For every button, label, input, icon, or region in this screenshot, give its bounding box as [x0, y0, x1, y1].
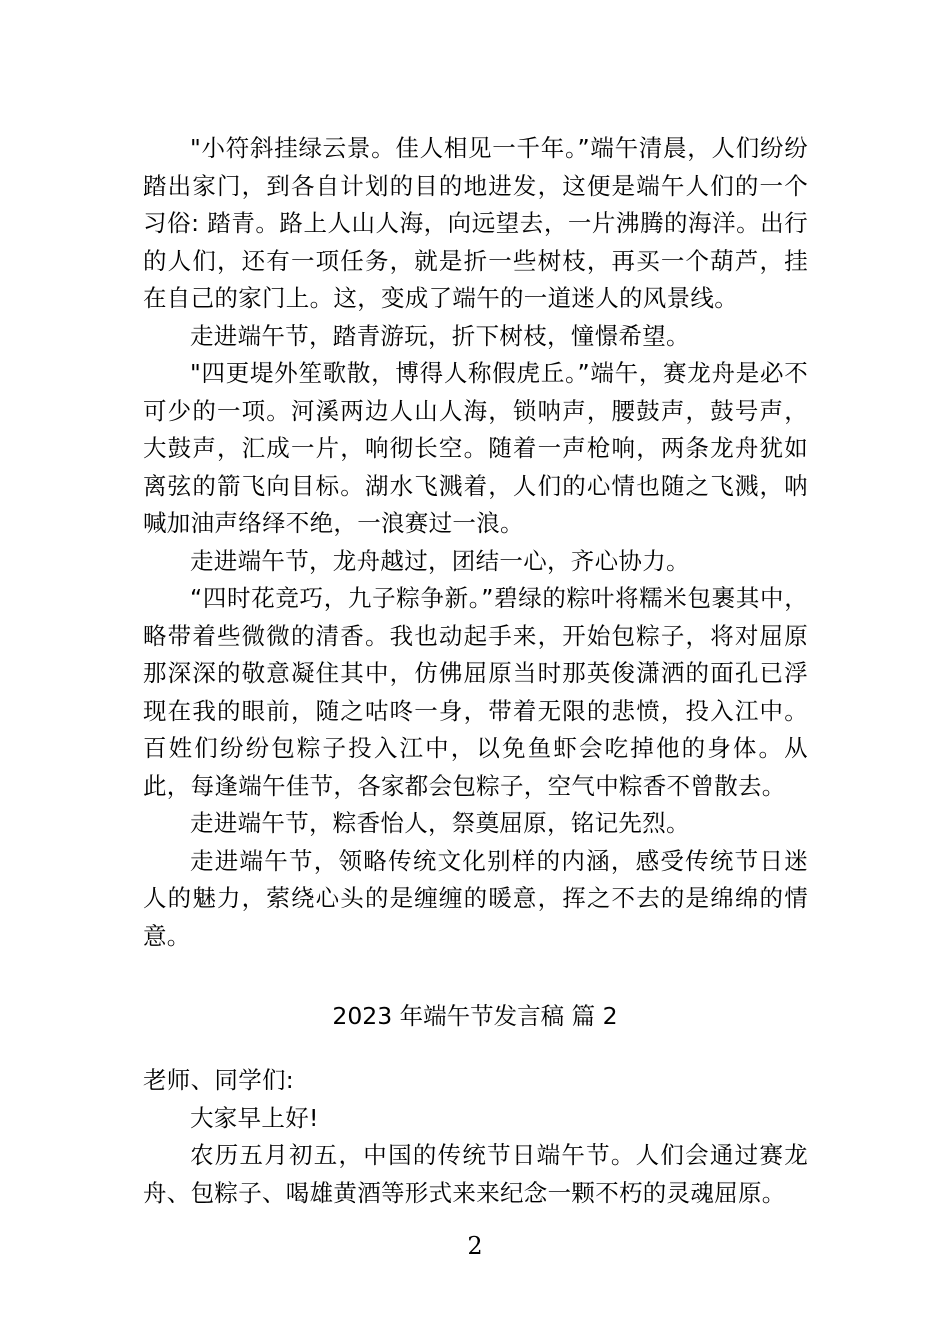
paragraph-conclusion: 走进端午节，领略传统文化别样的内涵，感受传统节日迷人的魅力，萦绕心头的是缠缠的暖意，挥之不去的是绵绵的情意。: [143, 846, 808, 950]
paragraph-zongzi: “四时花竞巧，九子粽争新。”碧绿的粽叶将糯米包裹其中，略带着些微微的清香。我也动起手来，开始包粽子，将对屈原那深深的敬意凝住其中，仿佛屈原当时那英俊潇洒的面孔已浮现在我的眼前，随之咕咚一身，带着无限的悲愤，投入江中。百姓们纷纷包粽子投入江中，以免鱼虾会吃掉他的身体。从此，每逢端午佳节，各家都会包粽子，空气中粽香不曾散去。: [143, 584, 808, 800]
paragraph-summary-1: 走进端午节，踏青游玩，折下树枝，憧憬希望。: [190, 321, 690, 350]
paragraph-tabing-qing: "小符斜挂绿云景。佳人相见一千年。”端午清晨，人们纷纷踏出家门，到各自计划的目的地进发，这便是端午人们的一个习俗: 踏青。路上人山人海，向远望去，一片沸腾的海洋。出行的人们，还有一项任务，就是折一些树枝，再买一个葫芦，挂在自己的家门上。这，变成了端午的一道迷人的风景线。: [143, 134, 808, 312]
section-heading: 2023 年端午节发言稿 篇 2: [332, 1002, 618, 1030]
paragraph-intro: 农历五月初五，中国的传统节日端午节。人们会通过赛龙舟、包粽子、喝雄黄酒等形式来来纪念一颗不朽的灵魂屈原。: [143, 1141, 808, 1207]
paragraph-summary-2: 走进端午节，龙舟越过，团结一心，齐心协力。: [190, 546, 690, 575]
paragraph-summary-3: 走进端午节，粽香怡人，祭奠屈原，铭记先烈。: [190, 809, 690, 837]
paragraph-dragon-boat: "四更堤外笙歌散，博得人称假虎丘。”端午，赛龙舟是必不可少的一项。河溪两边人山人海，锁呐声，腰鼓声，鼓号声，大鼓声，汇成一片，响彻长空。随着一声枪响，两条龙舟犹如离弦的箭飞向目标。湖水飞溅着，人们的心情也随之飞溅，呐喊加油声络绎不绝，一浪赛过一浪。: [143, 359, 808, 537]
essay-section-2: [143, 1062, 808, 1212]
paragraph-greeting: 大家早上好!: [190, 1103, 319, 1132]
essay-section-1: [143, 130, 808, 955]
page-number: 2: [467, 1232, 483, 1260]
salutation: 老师、同学们:: [143, 1066, 295, 1094]
